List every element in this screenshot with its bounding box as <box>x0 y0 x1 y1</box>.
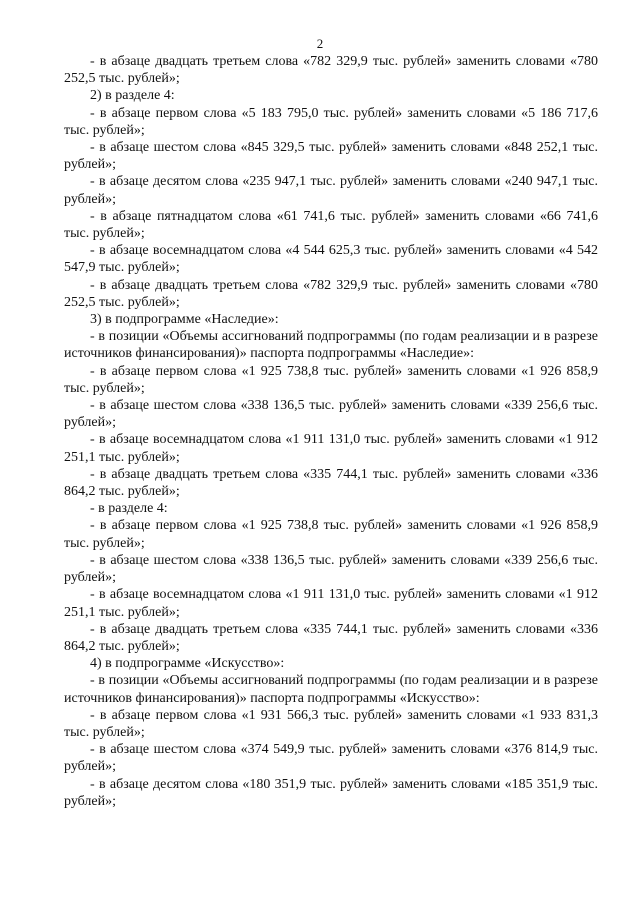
paragraph: - в абзаце первом слова «1 925 738,8 тыс. рублей» заменить словами «1 926 858,9 тыс. рублей»; <box>64 363 598 396</box>
paragraph: - в позиции «Объемы ассигнований подпрограммы (по годам реализации и в разрезе источников финансирования)» паспорта подпрограммы «Искусство»: <box>64 673 598 706</box>
paragraph: - в абзаце шестом слова «845 329,5 тыс. рублей» заменить словами «848 252,1 тыс. рублей»; <box>64 140 598 173</box>
paragraph: - в абзаце двадцать третьем слова «782 329,9 тыс. рублей» заменить словами «780 252,5 тыс. рублей»; <box>64 54 598 87</box>
paragraph: - в абзаце шестом слова «374 549,9 тыс. рублей» заменить словами «376 814,9 тыс. рублей»; <box>64 742 598 775</box>
paragraph: - в абзаце восемнадцатом слова «1 911 131,0 тыс. рублей» заменить словами «1 912 251,1 тыс. рублей»; <box>64 432 598 465</box>
paragraph: - в абзаце восемнадцатом слова «4 544 625,3 тыс. рублей» заменить словами «4 542 547,9 тыс. рублей»; <box>64 243 598 276</box>
section-heading: 4) в подпрограмме «Искусство»: <box>90 656 285 672</box>
paragraph: - в абзаце двадцать третьем слова «782 329,9 тыс. рублей» заменить словами «780 252,5 тыс. рублей»; <box>64 277 598 310</box>
paragraph: - в абзаце десятом слова «180 351,9 тыс. рублей» заменить словами «185 351,9 тыс. рублей»; <box>64 776 598 809</box>
section-heading: 3) в подпрограмме «Наследие»: <box>90 312 279 328</box>
section-heading: 2) в разделе 4: <box>90 88 175 104</box>
document-body <box>64 53 598 810</box>
page-number: 2 <box>316 36 324 51</box>
section-heading: - в разделе 4: <box>90 501 168 517</box>
paragraph: - в абзаце пятнадцатом слова «61 741,6 тыс. рублей» заменить словами «66 741,6 тыс. рублей»; <box>64 208 598 242</box>
paragraph: - в абзаце шестом слова «338 136,5 тыс. рублей» заменить словами «339 256,6 тыс. рублей»; <box>64 552 598 586</box>
paragraph: - в абзаце первом слова «1 925 738,8 тыс. рублей» заменить словами «1 926 858,9 тыс. рублей»; <box>64 518 598 551</box>
paragraph: - в абзаце шестом слова «338 136,5 тыс. рублей» заменить словами «339 256,6 тыс. рублей»; <box>64 398 598 431</box>
paragraph: - в абзаце первом слова «1 931 566,3 тыс. рублей» заменить словами «1 933 831,3 тыс. рублей»; <box>64 707 598 740</box>
paragraph: - в абзаце двадцать третьем слова «335 744,1 тыс. рублей» заменить словами «336 864,2 тыс. рублей»; <box>64 466 598 500</box>
paragraph: - в абзаце двадцать третьем слова «335 744,1 тыс. рублей» заменить словами «336 864,2 тыс. рублей»; <box>64 621 598 654</box>
paragraph: - в абзаце восемнадцатом слова «1 911 131,0 тыс. рублей» заменить словами «1 912 251,1 тыс. рублей»; <box>64 587 598 620</box>
paragraph: - в абзаце десятом слова «235 947,1 тыс. рублей» заменить словами «240 947,1 тыс. рублей»; <box>64 174 598 207</box>
paragraph: - в позиции «Объемы ассигнований подпрограммы (по годам реализации и в разрезе источников финансирования)» паспорта подпрограммы «Наследие»: <box>64 329 598 362</box>
paragraph: - в абзаце первом слова «5 183 795,0 тыс. рублей» заменить словами «5 186 717,6 тыс. рублей»; <box>64 105 598 138</box>
